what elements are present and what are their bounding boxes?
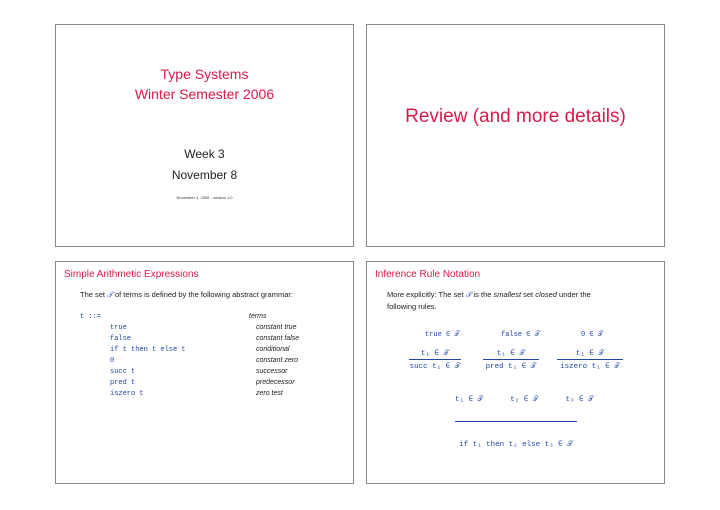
production-term: false bbox=[110, 335, 132, 343]
production-comment: conditional bbox=[256, 346, 290, 353]
production-term: succ t bbox=[110, 368, 136, 376]
slide-heading: Simple Arithmetic Expressions bbox=[64, 269, 199, 280]
rule-pred bbox=[483, 348, 539, 371]
production-term: iszero t bbox=[110, 390, 144, 398]
title-slide bbox=[55, 24, 354, 247]
production-term: 0 bbox=[110, 357, 115, 365]
slide-heading: Inference Rule Notation bbox=[375, 269, 481, 280]
rule-premise: t₁ ∈ 𝒯 bbox=[420, 350, 450, 358]
production-term: if t then t else t bbox=[110, 346, 186, 354]
rule-if bbox=[455, 378, 594, 465]
intro-text-line1: More explicitly: The set 𝒯 is the smallest set closed under the bbox=[387, 290, 591, 299]
rule-conclusion: iszero t₁ ∈ 𝒯 bbox=[560, 363, 620, 371]
production-comment: constant zero bbox=[256, 357, 299, 364]
rule-succ bbox=[409, 348, 461, 371]
rule-bar bbox=[557, 359, 623, 360]
review-title: Review (and more details) bbox=[405, 106, 626, 127]
rule-conclusion: pred t₁ ∈ 𝒯 bbox=[485, 363, 537, 371]
rule-premise: t₁ ∈ 𝒯 bbox=[496, 350, 526, 358]
rule-bar bbox=[409, 359, 461, 360]
production-comment: successor bbox=[256, 368, 288, 375]
intro-text: The set 𝒯 of terms is defined by the following abstract grammar: bbox=[80, 290, 293, 299]
production-comment: constant false bbox=[256, 335, 300, 342]
course-title: Type Systems bbox=[160, 66, 249, 82]
date-label: November 8 bbox=[171, 168, 238, 182]
rule-bar bbox=[483, 359, 539, 360]
axiom-false: false ∈ 𝒯 bbox=[501, 331, 540, 339]
production-comment: zero test bbox=[256, 390, 283, 397]
rule-iszero bbox=[557, 348, 623, 371]
rule-conclusion: succ t₁ ∈ 𝒯 bbox=[409, 363, 461, 371]
semester: Winter Semester 2006 bbox=[134, 86, 275, 102]
rule-premise: t₁ ∈ 𝒯 t₂ ∈ 𝒯 t₃ ∈ 𝒯 bbox=[455, 396, 594, 404]
production-comment: constant true bbox=[256, 324, 297, 331]
production-comment: predecessor bbox=[256, 379, 295, 386]
review-slide bbox=[366, 24, 665, 247]
production-term: true bbox=[110, 324, 127, 332]
rule-conclusion: if t₁ then t₂ else t₃ ∈ 𝒯 bbox=[459, 441, 573, 449]
axiom-true: true ∈ 𝒯 bbox=[425, 331, 460, 339]
axiom-zero: 0 ∈ 𝒯 bbox=[581, 331, 604, 339]
grammar-slide bbox=[55, 261, 354, 484]
rule-premise: t₁ ∈ 𝒯 bbox=[575, 350, 605, 358]
rule-bar bbox=[455, 421, 577, 422]
intro-text-line2: following rules. bbox=[387, 302, 437, 311]
grammar-header-comment: terms bbox=[249, 313, 267, 320]
grammar-nonterminal: t ::= bbox=[80, 313, 102, 321]
inference-rules-slide bbox=[366, 261, 665, 484]
week-label: Week 3 bbox=[184, 147, 225, 161]
version-label: November 1, 2006 - version 1.0 bbox=[176, 195, 233, 200]
production-term: pred t bbox=[110, 379, 136, 387]
